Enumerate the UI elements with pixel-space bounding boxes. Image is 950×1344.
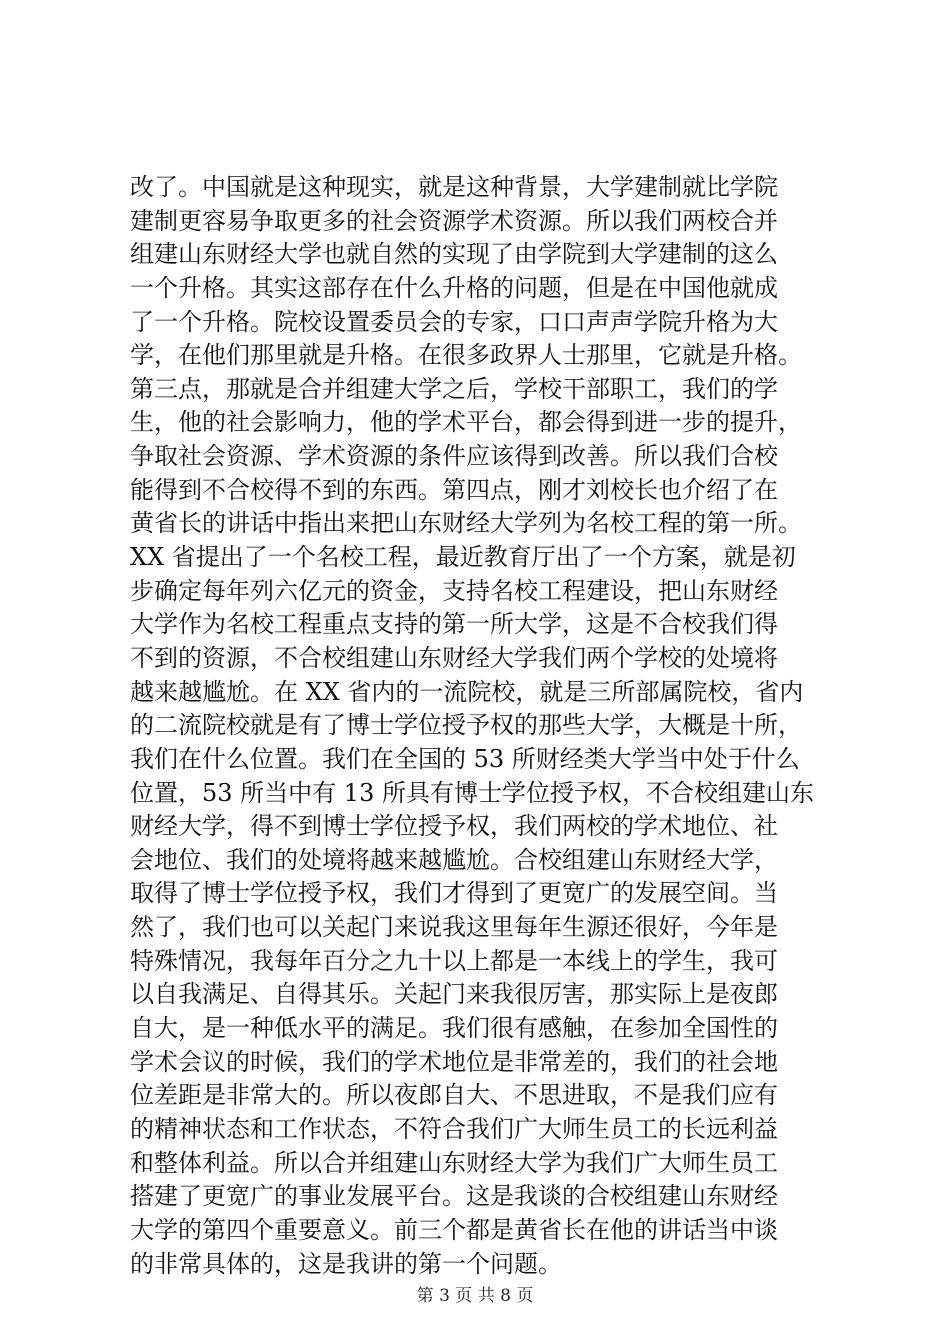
text-line: 组建山东财经大学也就自然的实现了由学院到大学建制的这么 [130,240,778,269]
text-line: 第三点，那就是合并组建大学之后，学校干部职工，我们的学 [130,374,778,403]
page-number-footer: 第 3 页 共 8 页 [416,1286,534,1306]
text-line: 财经大学，得不到博士学位授予权，我们两校的学术地位、社 [130,812,778,841]
text-line: 大学的第四个重要意义。前三个都是黄省长在他的讲话当中谈 [130,1215,778,1244]
text-line: 步确定每年列六亿元的资金，支持名校工程建设，把山东财经 [130,576,778,605]
text-line: 以自我满足、自得其乐。关起门来我很厉害，那实际上是夜郎 [130,980,778,1009]
text-line: 一个升格。其实这部存在什么升格的问题，但是在中国他就成 [130,273,778,302]
text-line: XX 省提出了一个名校工程，最近教育厅出了一个方案，就是初 [130,543,796,572]
text-line: 争取社会资源、学术资源的条件应该得到改善。所以我们合校 [130,442,778,471]
text-line: 建制更容易争取更多的社会资源学术资源。所以我们两校合并 [130,206,778,235]
text-line: 位置，53 所当中有 13 所具有博士学位授予权，不合校组建山东 [130,778,814,807]
text-line: 了一个升格。院校设置委员会的专家，口口声声学院升格为大 [130,307,778,336]
text-line: 的二流院校就是有了博士学位授予权的那些大学，大概是十所， [130,711,802,740]
text-line: 取得了博士学位授予权，我们才得到了更宽广的发展空间。当 [130,879,778,908]
text-line: 位差距是非常大的。所以夜郎自大、不思进取，不是我们应有 [130,1081,778,1110]
text-line: 自大，是一种低水平的满足。我们很有感触，在参加全国性的 [130,1014,778,1043]
text-line: 的精神状态和工作状态，不符合我们广大师生员工的长远利益 [130,1114,778,1143]
text-line: 学术会议的时候，我们的学术地位是非常差的，我们的社会地 [130,1047,778,1076]
body-text [130,171,850,1281]
text-line: 和整体利益。所以合并组建山东财经大学为我们广大师生员工 [130,1148,778,1177]
text-line: 生，他的社会影响力，他的学术平台，都会得到进一步的提升， [130,408,802,437]
text-line: 会地位、我们的处境将越来越尴尬。合校组建山东财经大学， [130,845,778,874]
text-line: 搭建了更宽广的事业发展平台。这是我谈的合校组建山东财经 [130,1182,778,1211]
text-line: 黄省长的讲话中指出来把山东财经大学列为名校工程的第一所。 [130,509,802,538]
text-line: 不到的资源，不合校组建山东财经大学我们两个学校的处境将 [130,643,778,672]
text-line: 然了，我们也可以关起门来说我这里每年生源还很好，今年是 [130,913,778,942]
text-line: 的非常具体的，这是我讲的第一个问题。 [130,1249,562,1278]
text-line: 我们在什么位置。我们在全国的 53 所财经类大学当中处于什么 [130,744,800,773]
text-line: 能得到不合校得不到的东西。第四点，刚才刘校长也介绍了在 [130,475,778,504]
text-line: 越来越尴尬。在 XX 省内的一流院校，就是三所部属院校，省内 [130,677,804,706]
text-line: 特殊情况，我每年百分之九十以上都是一本线上的学生，我可 [130,946,778,975]
text-line: 大学作为名校工程重点支持的第一所大学，这是不合校我们得 [130,610,778,639]
text-line: 学，在他们那里就是升格。在很多政界人士那里，它就是升格。 [130,341,802,370]
text-line: 改了。中国就是这种现实，就是这种背景，大学建制就比学院 [130,173,778,201]
